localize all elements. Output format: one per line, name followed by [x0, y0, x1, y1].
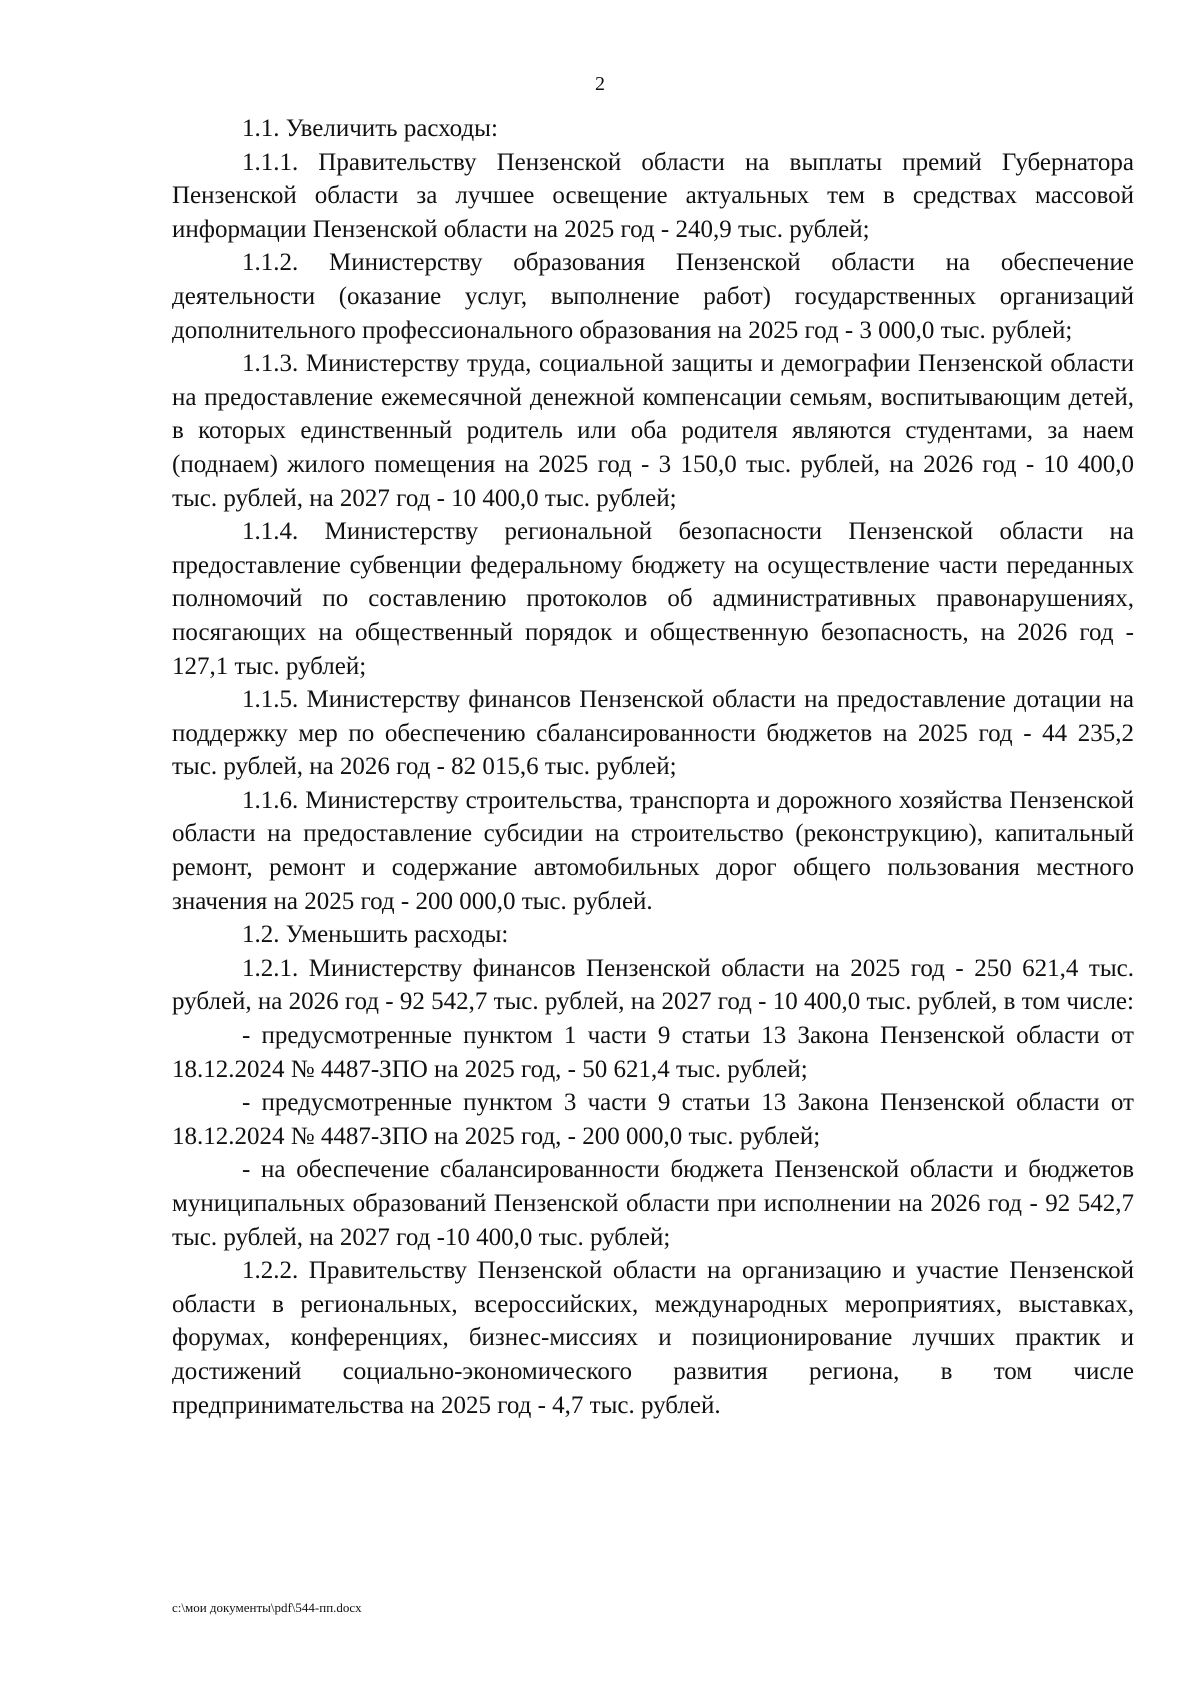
paragraph-1-1-3: 1.1.3. Министерству труда, социальной защиты и демографии Пензенской области на предоставление ежемесячной денежной компенсации семьям, воспитывающим детей, в которых единственный родитель или оба родителя являются студентами, за наем (поднаем) жилого помещения на 2025 год - 3 150,0 тыс. рублей, на 2026 год - 10 400,0 тыс. рублей, на 2027 год - 10 400,0 тыс. рублей;: [172, 350, 1134, 512]
paragraph-1-2-2: 1.2.2. Правительству Пензенской области на организацию и участие Пензенской области в региональных, всероссийских, международных мероприятиях, выставках, форумах, конференциях, бизнес-миссиях и позиционирование лучших практик и достижений социально-экономического развития региона, в том числе предпринимательства на 2025 год - 4,7 тыс. рублей.: [172, 1257, 1134, 1419]
paragraph-1-2: 1.2. Уменьшить расходы:: [242, 921, 509, 949]
paragraph-1-1-6: 1.1.6. Министерству строительства, транспорта и дорожного хозяйства Пензенской области на предоставление субсидии на строительство (реконструкцию), капитальный ремонт, ремонт и содержание автомобильных дорог общего пользования местного значения на 2025 год - 200 000,0 тыс. рублей.: [172, 786, 1134, 915]
paragraph-1-1-4: 1.1.4. Министерству региональной безопасности Пензенской области на предоставление субвенции федеральному бюджету на осуществление части переданных полномочий по составлению протоколов об административных правонарушениях, посягающих на общественный порядок и общественную безопасность, на 2026 год - 127,1 тыс. рублей;: [172, 518, 1134, 680]
list-item-point-1: - предусмотренные пунктом 1 части 9 статьи 13 Закона Пензенской области от 18.12.2024 № 4487-ЗПО на 2025 год, - 50 621,4 тыс. рублей;: [172, 1022, 1134, 1083]
paragraph-1-1: 1.1. Увеличить расходы:: [242, 115, 498, 142]
paragraph-1-2-1: 1.2.1. Министерству финансов Пензенской области на 2025 год - 250 621,4 тыс. рублей, на 2026 год - 92 542,7 тыс. рублей, на 2027 год - 10 400,0 тыс. рублей, в том числе:: [172, 954, 1134, 1016]
page-number: 2: [595, 73, 605, 95]
footer-file-path: c:\мои документы\pdf\544-пп.docx: [172, 1600, 362, 1615]
paragraph-1-1-2: 1.1.2. Министерству образования Пензенской области на обеспечение деятельности (оказание услуг, выполнение работ) государственных организаций дополнительного профессионального образования на 2025 год - 3 000,0 тыс. рублей;: [172, 249, 1134, 344]
document-body: [172, 112, 1134, 1422]
paragraph-1-1-1: 1.1.1. Правительству Пензенской области на выплаты премий Губернатора Пензенской области за лучшее освещение актуальных тем в средствах массовой информации Пензенской области на 2025 год - 240,9 тыс. рублей;: [172, 148, 1134, 243]
list-item-point-3: - предусмотренные пунктом 3 части 9 статьи 13 Закона Пензенской области от 18.12.2024 № 4487-ЗПО на 2025 год, - 200 000,0 тыс. рублей;: [172, 1089, 1134, 1150]
paragraph-1-1-5: 1.1.5. Министерству финансов Пензенской области на предоставление дотации на поддержку мер по обеспечению сбалансированности бюджетов на 2025 год - 44 235,2 тыс. рублей, на 2026 год - 82 015,6 тыс. рублей;: [172, 686, 1134, 781]
list-item-balance: - на обеспечение сбалансированности бюджета Пензенской области и бюджетов муниципальных образований Пензенской области при исполнении на 2026 год - 92 542,7 тыс. рублей, на 2027 год -10 400,0 тыс. рублей;: [172, 1156, 1134, 1251]
